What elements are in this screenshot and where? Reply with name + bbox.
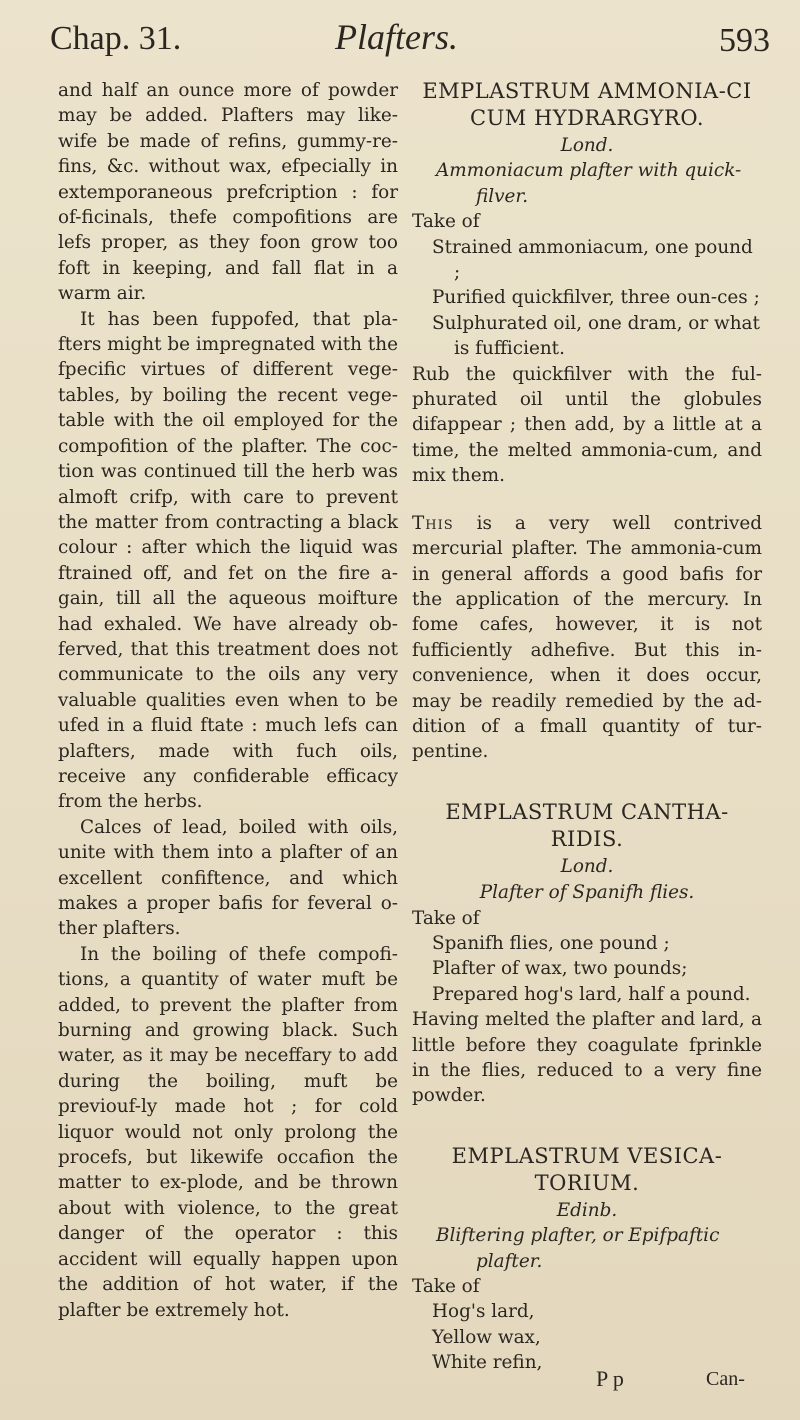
ingredient: White refin, xyxy=(432,1352,543,1374)
recipe-title: EMPLASTRUM VESICA-TORIUM. xyxy=(451,1143,723,1195)
note-text: is a very well contrived mercurial plafter. The ammonia-cum in general affords a good bafis for the application of the mercury. In fome cafes, however, it is not fufficiently adhefive. But this in-convenience, when it does occur, may be readily remedied by the ad-dition of a fmall quantity of tur-pentine. xyxy=(412,512,762,763)
recipe-cantharidis xyxy=(412,799,762,1109)
right-column xyxy=(412,78,762,1410)
paragraph: Calces of lead, boiled with oils, unite with them into a plafter of an excellent confiftence, and which makes a proper bafis for feveral o-ther plafters. xyxy=(58,816,398,940)
ingredient-list xyxy=(412,931,762,1007)
left-column xyxy=(58,78,398,1323)
signature-mark: P p xyxy=(596,1366,624,1391)
recipe-source: Lond. xyxy=(560,135,614,156)
running-head xyxy=(50,6,770,66)
ingredient-list xyxy=(412,1299,762,1375)
page-number: 593 xyxy=(719,22,770,59)
recipe-english-name: Ammoniacum plafter with quick-filver. xyxy=(436,160,742,207)
recipe-method: Rub the quickfilver with the ful-phurated oil until the globules difappear ; then add, by a little at a time, the melted ammonia-cum, and mix them. xyxy=(412,363,762,487)
paragraph: In the boiling of thefe compofi-tions, a quantity of water muft be added, to prevent the plafter from burning and growing black. Such water, as it may be neceffary to add during the boiling, muft be previouf-ly made hot ; for cold liquor would not only prolong the procefs, but likewife occafion the matter to ex-plode, and be thrown about with violence, to the great danger of the operator : this accident will equally happen upon the addition of hot water, if the plafter be extremely hot. xyxy=(58,943,398,1321)
ingredient: Sulphurated oil, one dram, or what is fufficient. xyxy=(432,312,760,360)
commentary-note xyxy=(412,511,762,765)
take-of-label: Take of xyxy=(412,907,480,929)
paragraph: It has been fuppofed, that pla-fters might be impregnated with the fpecific virtues of different vege-tables, by boiling the recent vege-table with the oil employed for the compofition of the plafter. The coc-tion was continued till the herb was almoft crifp, with care to prevent the matter from contracting a black colour : after which the liquid was ftrained off, and fet on the fire a-gain, till all the aqueous moifture had exhaled. We have already ob-ferved, that this treatment does not communicate to the oils any very valuable qualities even when to be ufed in a fluid ftate : much lefs can plafters, made with fuch oils, receive any confiderable efficacy from the herbs. xyxy=(58,308,398,813)
ingredient-list xyxy=(412,235,762,362)
catchword: Can- xyxy=(706,1368,745,1390)
recipe-ammoniacum xyxy=(412,78,762,765)
paragraph: and half an ounce more of powder may be added. Plafters may like-wife be made of refins, gummy-re-fins, &c. without wax, efpecially in extemporaneous prefcription : for of-ficinals, thefe compofitions are lefs proper, as they foon grow too foft in keeping, and fall flat in a warm air. xyxy=(58,80,398,305)
ingredient: Spanifh flies, one pound ; xyxy=(432,932,670,954)
ingredient: Plafter of wax, two pounds; xyxy=(432,958,688,980)
recipe-title: EMPLASTRUM CANTHA-RIDIS. xyxy=(445,799,729,851)
chapter-label: Chap. 31. xyxy=(50,20,182,57)
ingredient: Yellow wax, xyxy=(432,1326,541,1348)
ingredient: Hog's lard, xyxy=(432,1301,535,1323)
ingredient: Strained ammoniacum, one pound ; xyxy=(432,236,753,284)
recipe-source: Lond. xyxy=(560,855,614,877)
recipe-source: Edinb. xyxy=(556,1199,618,1221)
recipe-method: Having melted the plafter and lard, a little before they coagulate fprinkle in the flies, reduced to a very fine powder. xyxy=(412,1009,762,1107)
recipe-vesicatorium xyxy=(412,1143,762,1376)
ingredient: Purified quickfilver, three oun-ces ; xyxy=(432,287,760,309)
take-of-label: Take of xyxy=(412,211,480,233)
take-of-label: Take of xyxy=(412,1276,480,1298)
running-title: Plafters. xyxy=(335,17,458,57)
recipe-english-name: Plafter of Spanifh flies. xyxy=(479,882,695,904)
note-lead: This xyxy=(412,512,454,534)
recipe-english-name: Bliftering plafter, or Epifpaftic plafter. xyxy=(436,1225,720,1272)
ingredient: Prepared hog's lard, half a pound. xyxy=(432,983,751,1005)
recipe-title: EMPLASTRUM AMMONIA-CI CUM HYDRARGYRO. xyxy=(422,79,752,130)
